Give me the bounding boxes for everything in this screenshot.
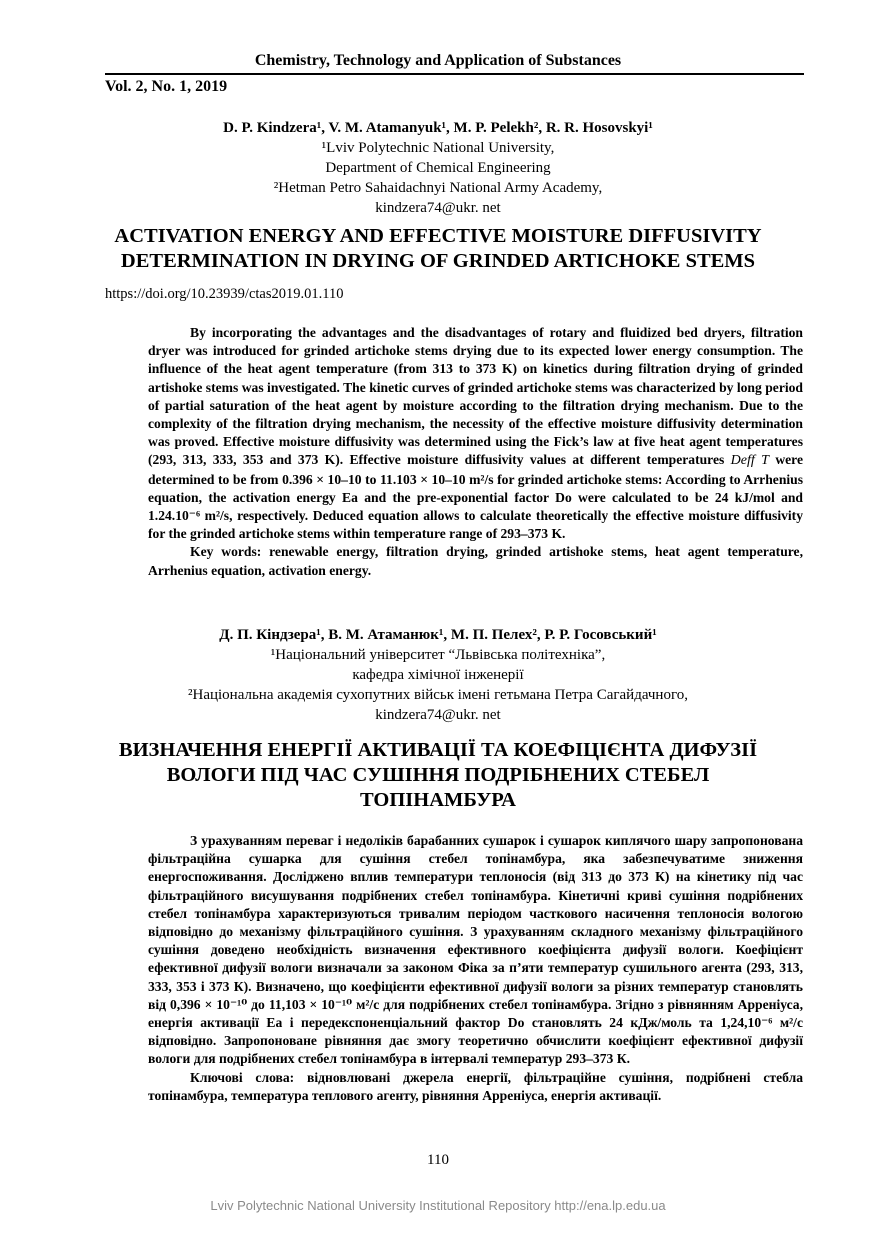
page-number: 110 bbox=[427, 1152, 449, 1168]
english-title-line-2: DETERMINATION IN DRYING OF GRINDED ARTICHOKE STEMS bbox=[120, 250, 756, 272]
ukrainian-title-line-2: ВОЛОГИ ПІД ЧАС СУШІННЯ ПОДРІБНЕНИХ СТЕБЕЛ bbox=[166, 764, 710, 786]
english-keywords: Key words: renewable energy, filtration drying, grinded artishoke stems, heat agent temperature, Arrhenius equation, activation energy. bbox=[148, 544, 803, 578]
ukrainian-title-line-3: ТОПІНАМБУРА bbox=[360, 789, 516, 811]
english-email: kindzera74@ukr. net bbox=[375, 200, 501, 216]
ukrainian-abstract-text: З урахуванням переваг і недоліків барабанних сушарок і сушарок киплячого шару запропонована фільтраційна сушарка для сушіння стебел топінамбура, яка забезпечуватиме зниження енергоспоживання. Досліджено вплив температури теплоносія (від 313 до 373 К) на кінетику під час фільтраційного висушування подрібнених стебел топінамбура. Кінетичні криві сушіння подрібнених стебел топінамбура характеризуються тривалим періодом часткового насичення теплоносія вологою відповідно до механізму фільтраційного сушіння. З урахуванням складного механізму фільтраційного сушіння доведено необхідність визначення ефективного коефіцієнта дифузії вологи. Коефіцієнт ефективної дифузії вологи визначали за законом Фіка за п’яти температур сушильного агента (293, 313, 333, 353 і 373 К). Визначено, що коефіцієнти ефективної дифузії вологи за різних температур становлять від 0,396 × 10⁻¹⁰ до 11,103 × 10⁻¹⁰ м²/с для подрібнених стебел топінамбура. Згідно з рівнянням Арреніуса, енергія активації Ea і передекспоненціальний фактор Do становлять 24 кДж/моль та 1,24,10⁻⁶ м²/с відповідно. Запропоноване рівняння дає змогу теоретично обчислити коефіцієнт ефективної дифузії вологи для подрібнених стебел топінамбура в інтервалі температур 293–373 К. bbox=[148, 833, 803, 1067]
ukrainian-authors: Д. П. Кіндзера¹, В. М. Атаманюк¹, М. П. Пелех², Р. Р. Госовський¹ bbox=[219, 627, 657, 643]
english-authors-block bbox=[105, 118, 771, 218]
ukrainian-keywords: Ключові слова: відновлювані джерела енергії, фільтраційне сушіння, подрібнені стебла топінамбура, температура теплового агенту, рівняння Арреніуса, енергія активації. bbox=[148, 1069, 803, 1103]
header-rule bbox=[105, 73, 804, 75]
repository-footer[interactable]: Lviv Polytechnic National University Institutional Repository http://ena.lp.edu.ua bbox=[210, 1198, 666, 1213]
english-authors: D. P. Kindzera¹, V. M. Atamanyuk¹, M. P. Pelekh², R. R. Hosovskyi¹ bbox=[223, 120, 653, 136]
ukrainian-affiliation-2: ²Національна академія сухопутних військ імені гетьмана Петра Сагайдачного, bbox=[187, 687, 688, 703]
english-affiliation-2: ²Hetman Petro Sahaidachnyi National Army Academy, bbox=[273, 180, 603, 196]
ukrainian-department: кафедра хімічної інженерії bbox=[352, 667, 524, 683]
english-title-line-1: ACTIVATION ENERGY AND EFFECTIVE MOISTURE DIFFUSIVITY bbox=[114, 225, 762, 247]
ukrainian-email: kindzera74@ukr. net bbox=[375, 707, 501, 723]
doi-link[interactable]: https://doi.org/10.23939/ctas2019.01.110 bbox=[105, 286, 344, 302]
english-abstract-part-2: were determined to be from 0.396 × 10–10 to 11.103 × 10–10 m²/s for grinded artichoke stems: According to Arrhenius equation, the activation energy Ea and the pre-exponential factor Do were calculated to be 24 kJ/mol and 1.24.10⁻⁶ m²/s, respectively. Deduced equation allows to calculate theoretically the effective moisture diffusivity for the grinded artichoke stems within temperature range of 293–373 K. bbox=[148, 452, 803, 542]
ukrainian-title bbox=[105, 738, 771, 813]
english-affiliation-1: ¹Lviv Polytechnic National University, bbox=[321, 140, 555, 156]
ukrainian-affiliation-1: ¹Національний університет “Львівська політехніка”, bbox=[270, 647, 606, 663]
journal-title: Chemistry, Technology and Application of Substances bbox=[254, 52, 622, 69]
ukrainian-title-line-1: ВИЗНАЧЕННЯ ЕНЕРГІЇ АКТИВАЦІЇ ТА КОЕФІЦІЄНТА ДИФУЗІЇ bbox=[118, 739, 758, 761]
ukrainian-abstract bbox=[148, 832, 803, 1105]
ukrainian-authors-block bbox=[105, 625, 771, 725]
deff-symbol: Deff T bbox=[730, 453, 769, 469]
english-abstract-text bbox=[148, 324, 803, 543]
english-title bbox=[105, 224, 771, 274]
english-abstract-part-1: By incorporating the advantages and the disadvantages of rotary and fluidized bed dryers, filtration dryer was introduced for grinded artichoke stems drying due to its expected lower energy consumption. The influence of the heat agent temperature (from 313 to 373 K) on kinetics during filtration drying of grinded artishoke stems was investigated. The kinetic curves of grinded artichoke stems was characterized by long period of partial saturation of the heat agent by moisture according to the filtration drying mechanism. Due to the complexity of the filtration drying mechanism, the necessity of the effective moisture diffusivity determination was proved. Effective moisture diffusivity was determined using the Fick’s law at five heat agent temperatures (293, 313, 333, 353 and 373 K). Effective moisture diffusivity values at different temperatures bbox=[148, 325, 803, 468]
volume-info: Vol. 2, No. 1, 2019 bbox=[105, 78, 228, 95]
english-abstract bbox=[148, 324, 803, 580]
english-department: Department of Chemical Engineering bbox=[325, 160, 551, 176]
